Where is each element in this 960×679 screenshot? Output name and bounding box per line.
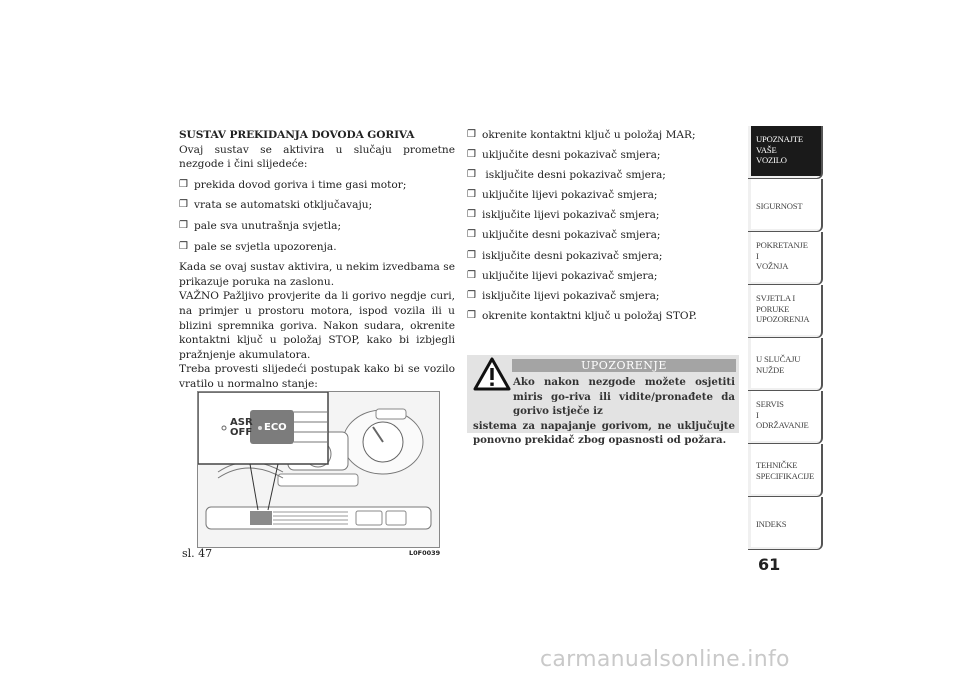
tab-u-slucaju-nuzde[interactable]: U SLUČAJU NUŽDE: [748, 338, 823, 391]
list-item: ❒ prekida dovod goriva i time gasi motor;: [179, 178, 407, 191]
warning-text-first-lines: Ako nakon nezgode možete osjetiti miris go-riva ili vidite/pronađete da gorivo istječe iz: [513, 376, 735, 417]
warning-title: UPOZORENJE: [512, 359, 736, 372]
list-item: ❒ isključite lijevi pokazivač smjera;: [467, 289, 660, 302]
checkbox-icon: ❒: [467, 129, 476, 140]
tab-upoznajte-vase-vozilo[interactable]: UPOZNAJTE VAŠE VOZILO: [748, 126, 823, 179]
eco-button: ECO: [264, 422, 287, 433]
section-heading: SUSTAV PREKIDANJA DOVODA GORIVA: [179, 129, 415, 141]
checkbox-icon: ❒: [179, 178, 188, 190]
left-column: [179, 128, 455, 392]
list-item: ❒ uključite desni pokazivač smjera;: [467, 229, 661, 242]
checkbox-icon: ❒: [467, 209, 476, 221]
list-item: ❒ uključite desni pokazivač smjera;: [467, 149, 661, 162]
checkbox-icon: ❒: [467, 169, 476, 181]
list-item: ❒ okrenite kontaktni ključ u položaj STOP.: [467, 309, 697, 322]
figure-code: L0F0039: [409, 549, 441, 557]
warning-text-rest: sistema za napajanje gorivom, ne uključujte ponovno prekidač zbog opasnosti od požara.: [473, 419, 735, 446]
right-column: [467, 128, 739, 329]
paragraph-important: VAŽNO Pažljivo provjerite da li gorivo negdje curi, na primjer u prostoru motora, ispod vozila ili u blizini spremnika goriva. Nakon sudara, okrenite kontaktni ključ u položaj STOP, kako bi izbjegli pražnjenje akumulatora.: [179, 290, 455, 361]
dashboard-illustration: [198, 392, 439, 547]
paragraph: Kada se ovaj sustav aktivira, u nekim izvedbama se prikazuje poruka na zaslonu.: [179, 261, 455, 288]
list-item: ❒ pale sva unutrašnja svjetla;: [179, 219, 342, 232]
tab-indeks[interactable]: INDEKS: [748, 497, 823, 550]
checkbox-icon: ❒: [467, 249, 476, 261]
tab-servis-i-odrzavanje[interactable]: SERVIS I ODRŽAVANJE: [748, 391, 823, 444]
warning-box: [467, 355, 739, 446]
checkbox-icon: ❒: [467, 229, 476, 241]
checkbox-icon: ❒: [179, 219, 188, 231]
list-item: ❒ uključite lijevi pokazivač smjera;: [467, 269, 658, 282]
figure-caption: sl. 47: [182, 547, 213, 560]
asr-off-label: ASR OFF: [230, 417, 253, 438]
checkbox-icon: ❒: [467, 189, 476, 201]
checkbox-icon: ❒: [467, 289, 476, 301]
page-number: 61: [758, 555, 781, 574]
list-item: ❒ pale se svjetla upozorenja.: [179, 240, 337, 253]
warning-text: [473, 375, 735, 448]
watermark: carmanualsonline.info: [540, 647, 790, 672]
dashboard-figure: [197, 391, 440, 548]
checkbox-icon: ❒: [179, 199, 188, 211]
list-item: ❒ isključite lijevi pokazivač smjera;: [467, 209, 660, 222]
tab-pokretanje-i-voznja[interactable]: POKRETANJE I VOŽNJA: [748, 232, 823, 285]
tab-sigurnost[interactable]: SIGURNOST: [748, 179, 823, 232]
intro-text: Ovaj sustav se aktivira u slučaju prometne nezgode i čini slijedeće:: [179, 143, 455, 171]
tab-svjetla-i-poruke[interactable]: SVJETLA I PORUKE UPOZORENJA: [748, 285, 823, 338]
checkbox-icon: ❒: [467, 309, 476, 321]
checkbox-icon: ❒: [179, 240, 188, 252]
list-item: ❒ vrata se automatski otključavaju;: [179, 199, 373, 212]
tab-tehnicke-specifikacije[interactable]: TEHNIČKE SPECIFIKACIJE: [748, 444, 823, 497]
checkbox-icon: ❒: [467, 149, 476, 161]
list-item: ❒ okrenite kontaktni ključ u položaj MAR;: [467, 129, 696, 141]
checkbox-icon: ❒: [467, 269, 476, 281]
list-item: ❒ isključite desni pokazivač smjera;: [467, 249, 663, 262]
list-item: ❒ isključite desni pokazivač smjera;: [467, 169, 666, 182]
list-item: ❒ uključite lijevi pokazivač smjera;: [467, 189, 658, 202]
paragraph: Treba provesti slijedeći postupak kako bi se vozilo vratilo u normalno stanje:: [179, 363, 455, 390]
